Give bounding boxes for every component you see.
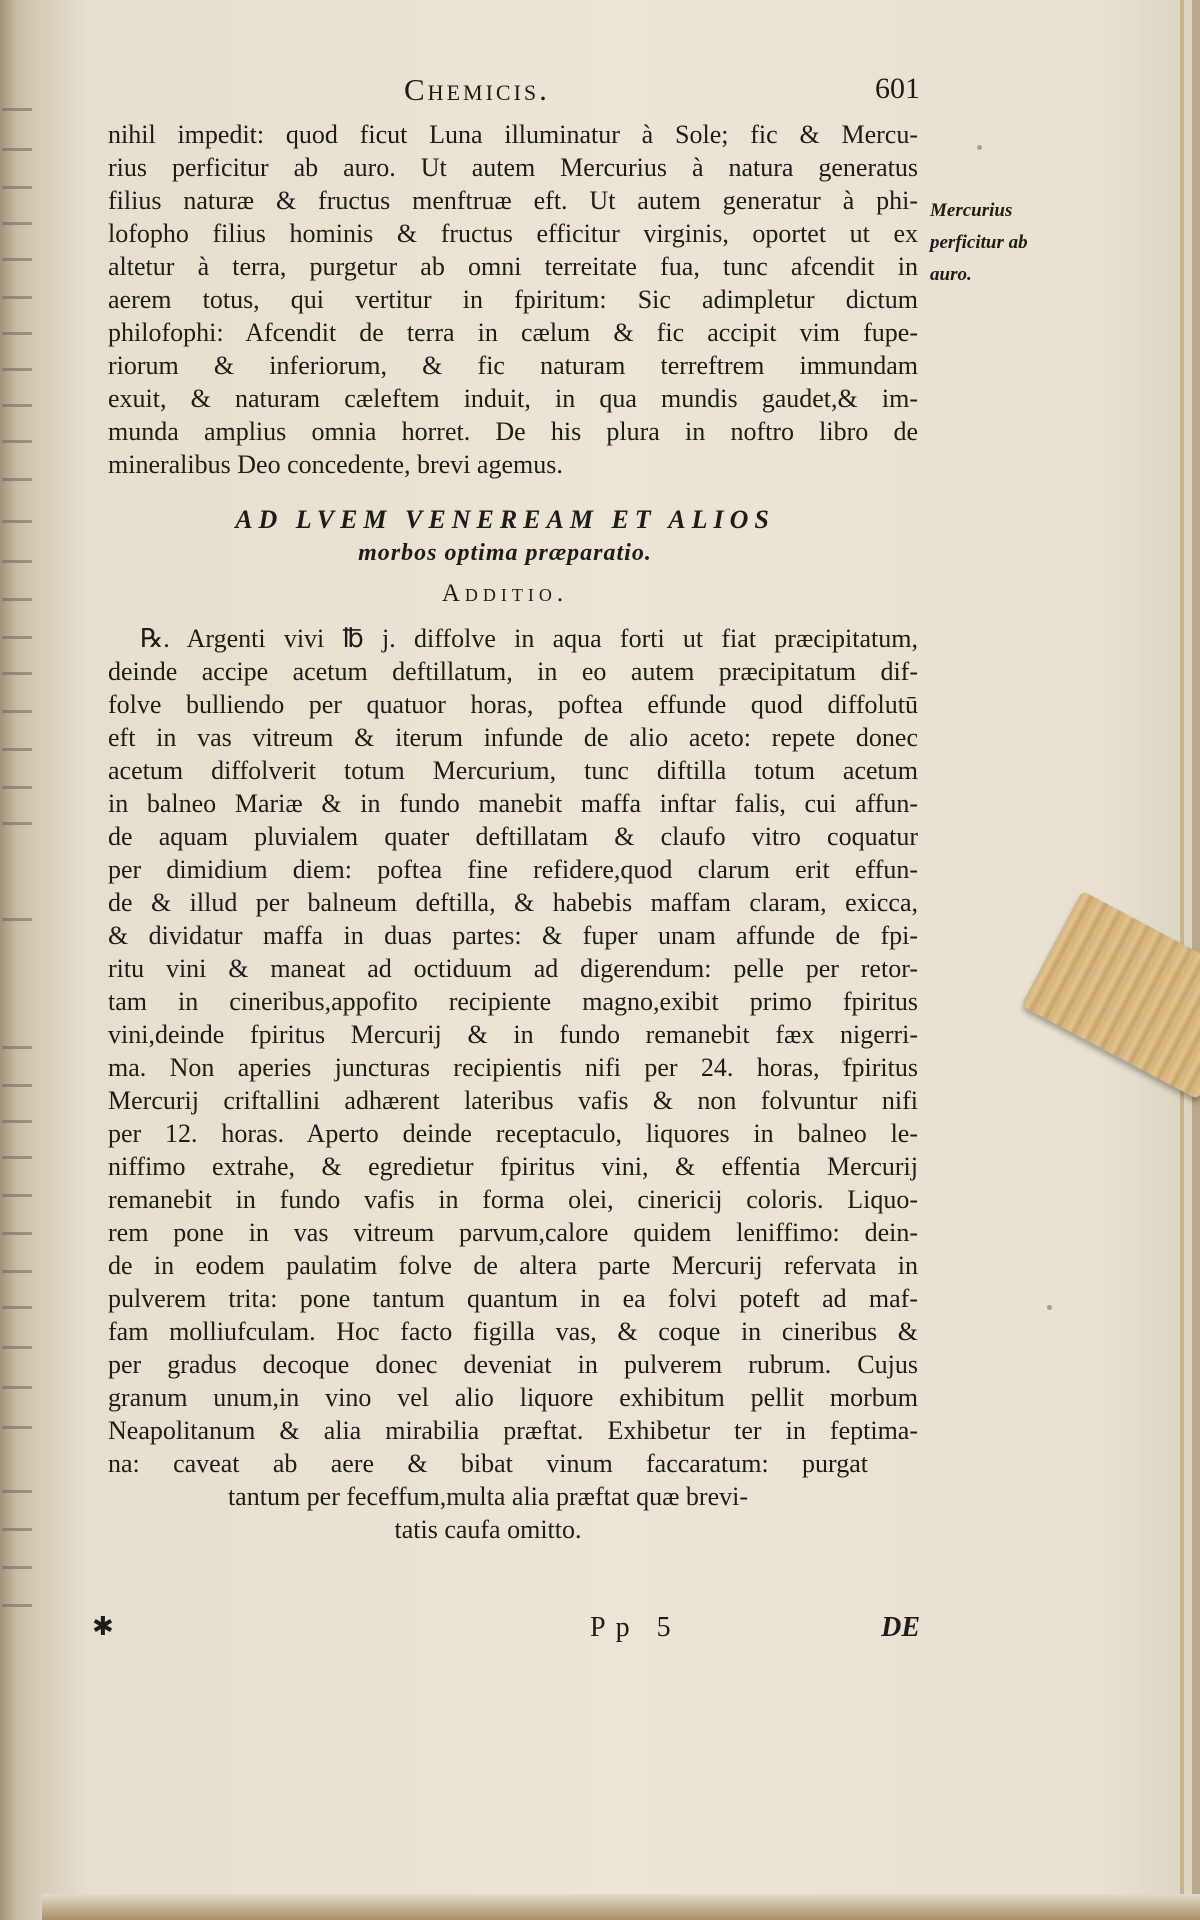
- gutter-text-fragment: [2, 368, 32, 371]
- text-line: acetum diffolverit totum Mercurium, tunc diftilla totum acetum: [108, 756, 918, 785]
- text-line: aerem totus, qui vertitur in fpiritum: Sic adimpletur dictum: [108, 285, 918, 314]
- text-line: riorum & inferiorum, & fic naturam terreftrem immundam: [108, 351, 918, 380]
- marginal-note: [930, 195, 1080, 291]
- text-line: Neapolitanum & alia mirabilia præftat. Exhibetur ter in feptima-: [108, 1416, 918, 1445]
- text-line: nihil impedit: quod ficut Luna illuminatur à Sole; fic & Mercu-: [108, 120, 918, 149]
- signature-mark: Pp 5: [590, 1612, 681, 1643]
- gutter-text-fragment: [2, 1194, 32, 1197]
- gutter-text-fragment: [2, 560, 32, 563]
- gutter-text-fragment: [2, 404, 32, 407]
- text-line: mineralibus Deo concedente, brevi agemus.: [108, 450, 563, 479]
- gutter-text-fragment: [2, 1306, 32, 1309]
- gutter-text-fragment: [2, 1156, 32, 1159]
- gutter-text-fragment: [2, 148, 32, 151]
- text-line: ma. Non aperies juncturas recipientis nifi per 24. horas, fpiritus: [108, 1053, 918, 1082]
- gutter-text-fragment: [2, 332, 32, 335]
- text-line: munda amplius omnia horret. De his plura in noftro libro de: [108, 417, 918, 446]
- text-line: tantum per feceffum,multa alia præftat quæ brevi-: [227, 1482, 749, 1511]
- text-line: pulverem trita: pone tantum quantum in ea folvi poteft ad maf-: [108, 1284, 918, 1313]
- text-line: per gradus decoque donec deveniat in pulverem rubrum. Cujus: [108, 1350, 918, 1379]
- gutter-text-fragment: [2, 1120, 32, 1123]
- gutter-text-fragment: [2, 258, 32, 261]
- recipe-paragraph: [108, 622, 918, 1546]
- gutter-text-fragment: [2, 1232, 32, 1235]
- text-line: ritu vini & maneat ad octiduum ad digerendum: pelle per retor-: [108, 954, 918, 983]
- text-line: de in eodem paulatim folve de altera parte Mercurij refervata in: [108, 1251, 918, 1280]
- gutter-text-fragment: [2, 1604, 32, 1607]
- gutter-text-fragment: [2, 186, 32, 189]
- gutter-text-fragment: [2, 108, 32, 111]
- gutter-text-fragment: [2, 296, 32, 299]
- text-line: lofopho filius hominis & fructus efficitur virginis, oportet ut ex: [108, 219, 918, 248]
- gutter-text-fragment: [2, 1046, 32, 1049]
- gutter-text-fragment: [2, 1566, 32, 1569]
- text-line: Mercurij criftallini adhærent lateribus vafis & non folvuntur nifi: [108, 1086, 918, 1115]
- gutter-text-fragment: [2, 1528, 32, 1531]
- gutter-text-fragment: [2, 1346, 32, 1349]
- catchword: DE: [881, 1612, 920, 1643]
- text-line: ℞. Argenti vivi ℔ j. diffolve in aqua forti ut fiat præcipitatum,: [140, 624, 918, 653]
- section-label: Additio.: [441, 580, 569, 607]
- gutter-text-fragment: [2, 222, 32, 225]
- text-line: altetur à terra, purgetur ab omni terreitate fua, tunc afcendit in: [108, 252, 918, 281]
- gutter-text-fragment: [2, 918, 32, 921]
- text-line: tam in cineribus,appofito recipiente magno,exibit primo fpiritus: [108, 987, 918, 1016]
- text-line: filius naturæ & fructus menftruæ eft. Ut autem generatur à phi-: [108, 186, 918, 215]
- text-line: de aquam pluvialem quater deftillatam & claufo vitro coquatur: [108, 822, 918, 851]
- page-bottom-edge: [42, 1894, 1200, 1920]
- text-line: folve bulliendo per quatuor horas, poftea effunde quod diffolutū: [108, 690, 918, 719]
- asterisk-mark: ✱: [92, 1612, 114, 1641]
- facing-page-gutter: [0, 0, 42, 1920]
- text-line: na: caveat ab aere & bibat vinum faccaratum: purgat: [108, 1449, 868, 1478]
- section-subheading: morbos optima præparatio.: [358, 540, 652, 566]
- ink-spot: [977, 145, 982, 150]
- gutter-text-fragment: [2, 1270, 32, 1273]
- text-line: deinde accipe acetum deftillatum, in eo autem præcipitatum dif-: [108, 657, 918, 686]
- text-line: rem pone in vas vitreum parvum,calore quidem leniffimo: dein-: [108, 1218, 918, 1247]
- text-line: remanebit in fundo vafis in forma olei, cinericij coloris. Liquo-: [108, 1185, 918, 1214]
- running-title: Chemicis.: [404, 72, 550, 107]
- marginal-note-line: Mercurius: [930, 200, 1013, 221]
- gutter-text-fragment: [2, 1386, 32, 1389]
- gutter-text-fragment: [2, 440, 32, 443]
- text-line: philofophi: Afcendit de terra in cælum & fic accipit vim fupe-: [108, 318, 918, 347]
- gutter-text-fragment: [2, 1426, 32, 1429]
- paragraph-continuation: [108, 118, 918, 481]
- text-line: rius perficitur ab auro. Ut autem Mercurius à natura generatus: [108, 153, 918, 182]
- gutter-text-fragment: [2, 748, 32, 751]
- gutter-text-fragment: [2, 520, 32, 523]
- gutter-text-fragment: [2, 710, 32, 713]
- text-line: & dividatur maffa in duas partes: & fuper unam affunde de fpi-: [108, 921, 918, 950]
- text-line: niffimo extrahe, & egredietur fpiritus vini, & effentia Mercurij: [108, 1152, 918, 1181]
- text-line: granum unum,in vino vel alio liquore exhibitum pellit morbum: [108, 1383, 918, 1412]
- ink-spot: [1047, 1305, 1052, 1310]
- gutter-text-fragment: [2, 1084, 32, 1087]
- page-number: 601: [875, 72, 920, 105]
- text-line: fam molliufculam. Hoc facto figilla vas, & coque in cineribus &: [108, 1317, 918, 1346]
- text-line: vini,deinde fpiritus Mercurij & in fundo remanebit fæx nigerri-: [108, 1020, 918, 1049]
- text-line: tatis caufa omitto.: [394, 1515, 582, 1544]
- gutter-text-fragment: [2, 598, 32, 601]
- section-heading: AD LVEM VENEREAM ET ALIOS: [235, 505, 775, 534]
- text-line: in balneo Mariæ & in fundo manebit maffa inftar falis, cui affun-: [108, 789, 918, 818]
- gutter-text-fragment: [2, 672, 32, 675]
- text-line: per dimidium diem: poftea fine refidere,quod clarum erit effun-: [108, 855, 918, 884]
- gutter-text-fragment: [2, 1490, 32, 1493]
- page-header: [100, 72, 920, 116]
- gutter-text-fragment: [2, 636, 32, 639]
- gutter-text-fragment: [2, 822, 32, 825]
- marginal-note-line: perficitur ab: [930, 232, 1028, 253]
- text-line: per 12. horas. Aperto deinde receptaculo, liquores in balneo le-: [108, 1119, 918, 1148]
- text-line: exuit, & naturam cæleftem induit, in qua mundis gaudet,& im-: [108, 384, 918, 413]
- gutter-text-fragment: [2, 478, 32, 481]
- marginal-note-line: auro.: [930, 264, 972, 285]
- text-line: eft in vas vitreum & iterum infunde de alio aceto: repete donec: [108, 723, 918, 752]
- page-footer: [92, 1612, 920, 1652]
- gutter-text-fragment: [2, 786, 32, 789]
- text-line: de & illud per balneum deftilla, & habebis maffam claram, exicca,: [108, 888, 918, 917]
